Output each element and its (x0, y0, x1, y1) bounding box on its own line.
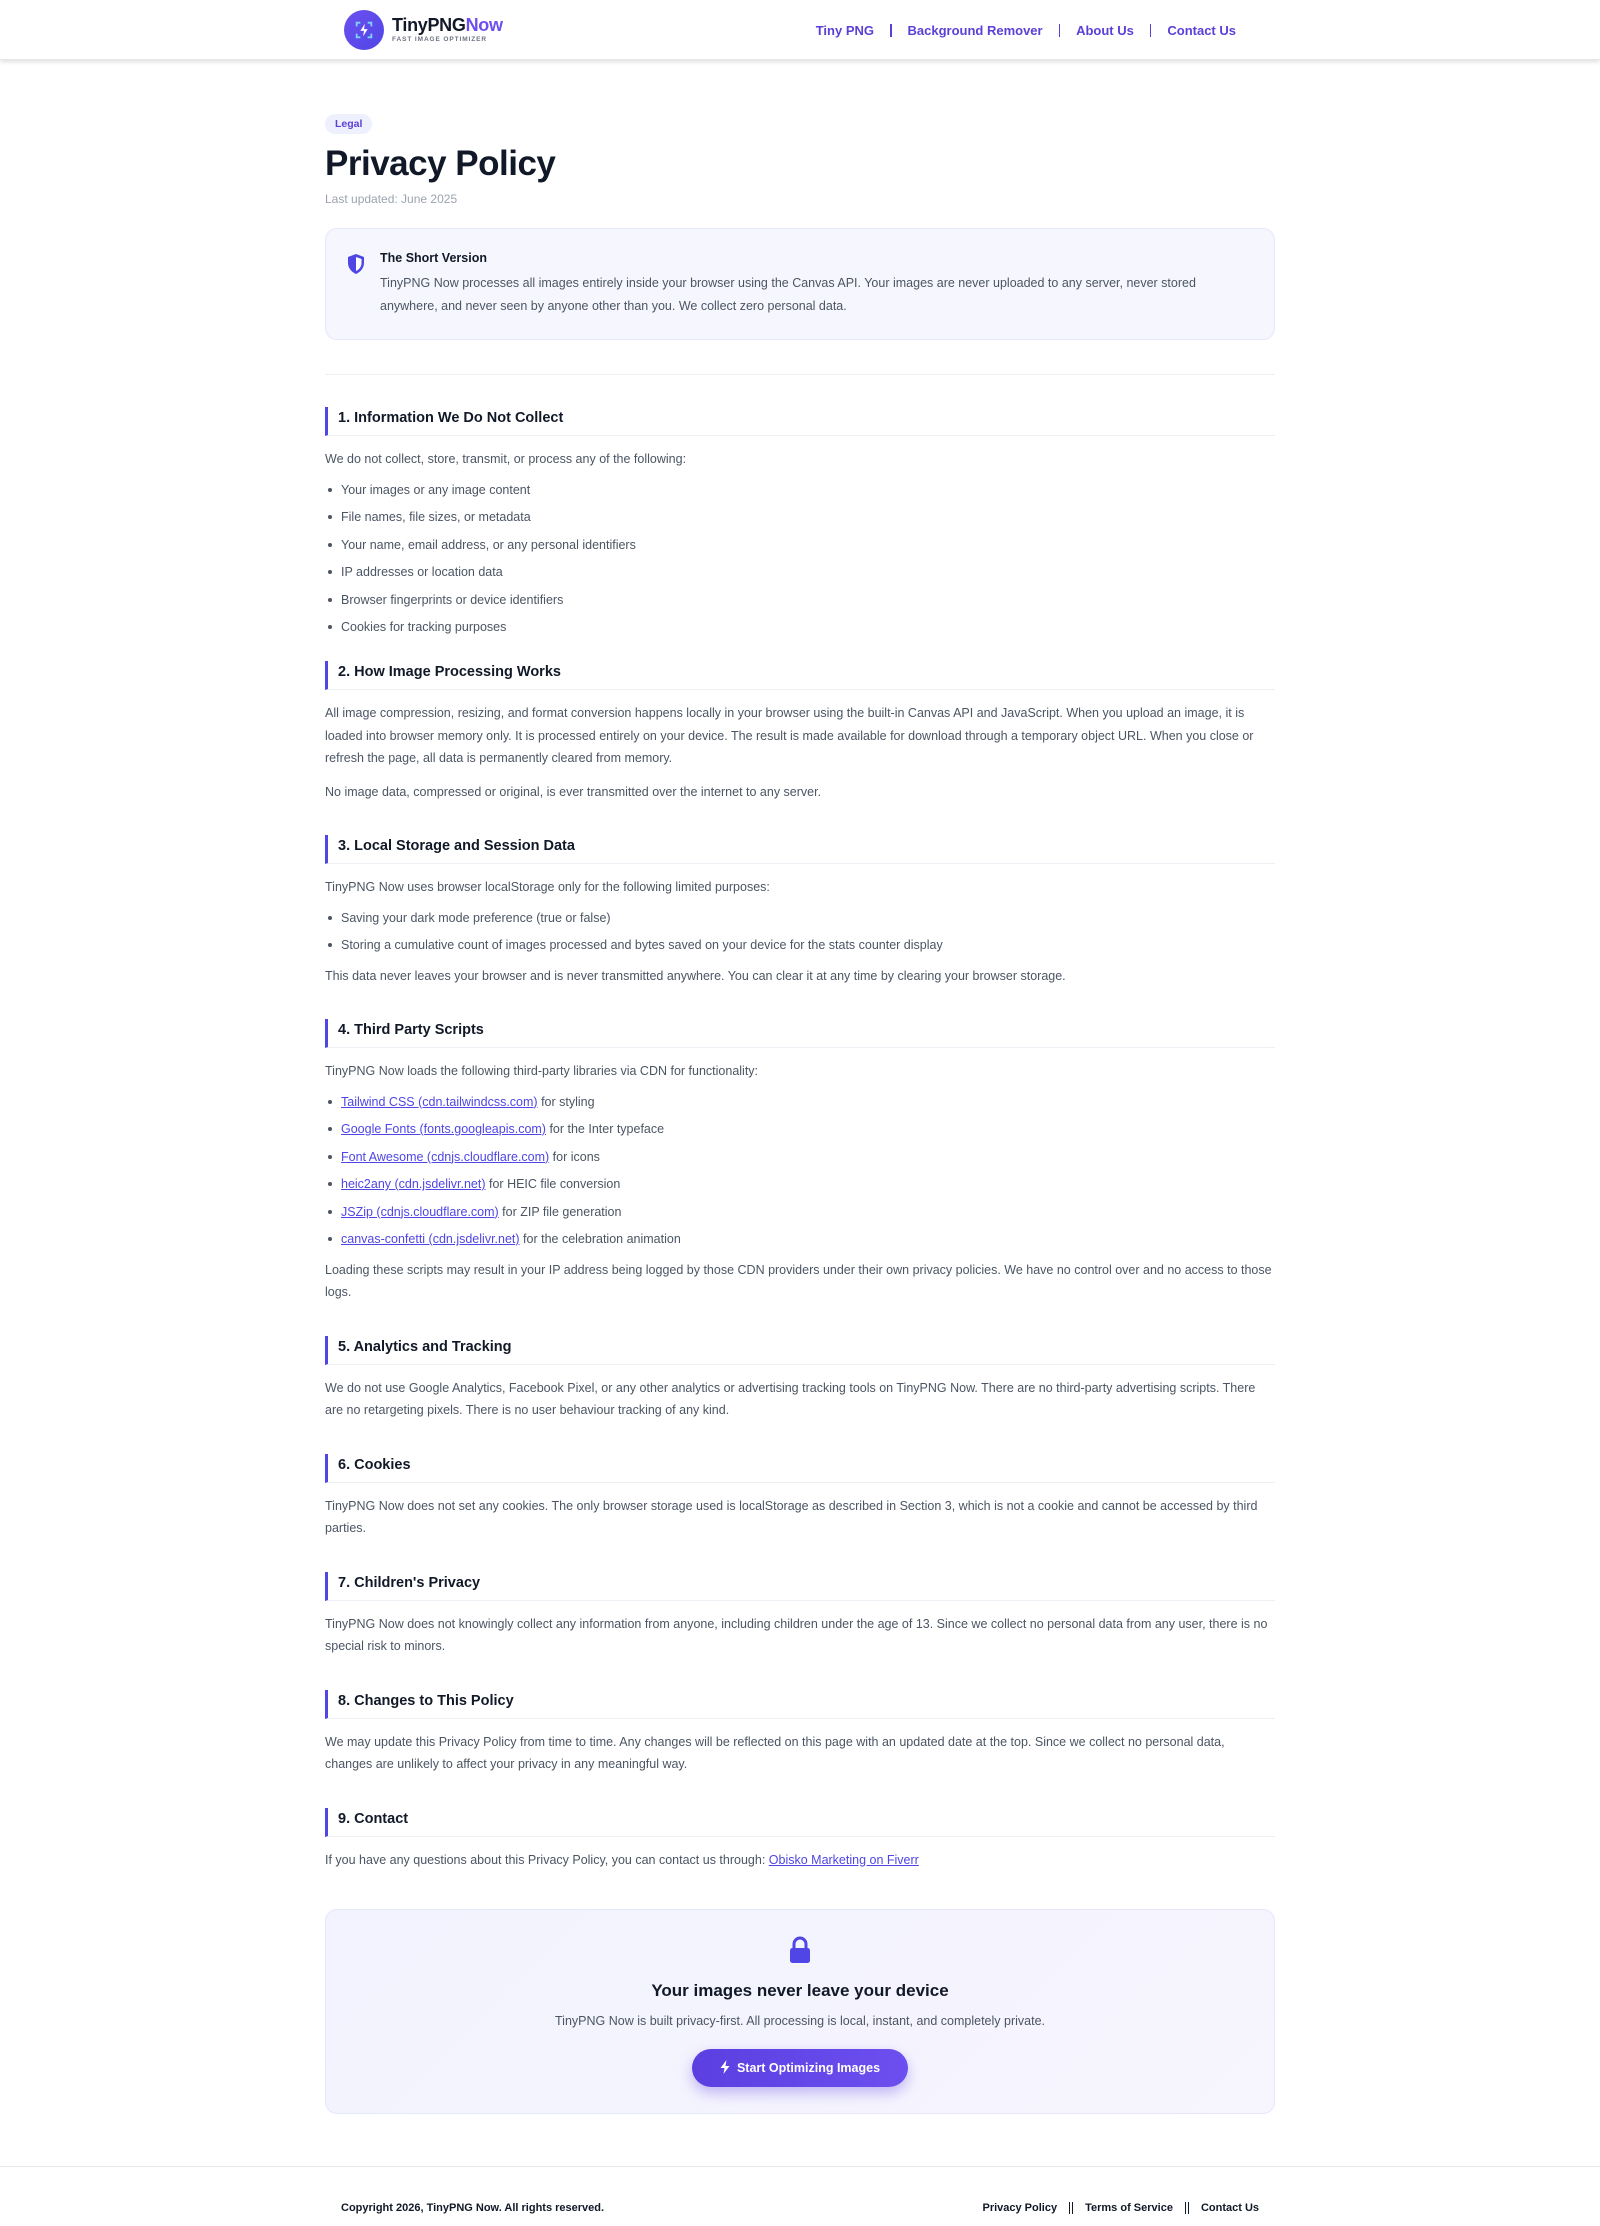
tailwind-link[interactable]: Tailwind CSS (cdn.tailwindcss.com) (341, 1094, 538, 1109)
page-title: Privacy Policy (325, 144, 556, 183)
section-body (325, 448, 1275, 635)
list-item: Browser fingerprints or device identifiers (325, 592, 1275, 608)
header-inner (340, 0, 1260, 60)
section-policy-changes (325, 1690, 1275, 1776)
section-header (325, 1572, 1275, 1601)
section-paragraph: TinyPNG Now does not set any cookies. The only browser storage used is localStorage as described in Section 3, which is not a cookie and cannot be accessed by third parties. (325, 1498, 1258, 1535)
section-outro: Loading these scripts may result in your IP address being logged by those CDN providers under their own privacy policies. We have no control over and no access to those logs. (325, 1262, 1272, 1299)
storage-purposes-list (325, 910, 1275, 954)
section-header (325, 835, 1275, 864)
section-intro: TinyPNG Now uses browser localStorage only for the following limited purposes: (325, 880, 770, 894)
logo-bolt-icon (344, 10, 384, 50)
main-nav (800, 23, 1252, 38)
footer-privacy-policy-link[interactable]: Privacy Policy (982, 2201, 1058, 2214)
section-analytics (325, 1336, 1275, 1422)
footer-links (970, 2202, 1259, 2214)
section-intro: TinyPNG Now loads the following third-party libraries via CDN for functionality: (325, 1064, 759, 1078)
section-header (325, 661, 1275, 690)
list-item: File names, file sizes, or metadata (325, 509, 1275, 525)
section-local-storage (325, 835, 1275, 987)
nav-background-remover[interactable]: Background Remover (907, 22, 1043, 38)
section-body (325, 1613, 1275, 1658)
heic2any-link[interactable]: heic2any (cdn.jsdelivr.net) (341, 1177, 486, 1191)
fiverr-contact-link[interactable]: Obisko Marketing on Fiverr (768, 1852, 919, 1867)
bolt-icon (720, 2060, 730, 2077)
section-intro: We do not collect, store, transmit, or process any of the following: (325, 452, 687, 466)
font-awesome-link[interactable]: Font Awesome (cdnjs.cloudflare.com) (341, 1149, 550, 1164)
privacy-cta-card (325, 1909, 1275, 2114)
section-title: 8. Changes to This Policy (338, 1692, 514, 1709)
section-body (325, 1060, 1275, 1304)
section-body (325, 876, 1275, 987)
start-optimizing-button[interactable] (692, 2049, 908, 2087)
section-paragraph: TinyPNG Now does not knowingly collect any information from anyone, including children under the age of 13. Since we collect no personal data from any user, there is no special risk to minors. (325, 1616, 1268, 1653)
section-paragraph: We may update this Privacy Policy from time to time. Any changes will be reflected on this page with an updated date at the top. Since we collect no personal data, changes are unlikely to affect your privacy in any meaningful way. (325, 1734, 1225, 1771)
logo-subtitle: FAST IMAGE OPTIMIZER (392, 36, 487, 44)
section-title: 9. Contact (338, 1810, 409, 1827)
section-cookies (325, 1454, 1275, 1540)
short-version-box (325, 228, 1275, 340)
section-header (325, 1454, 1275, 1483)
section-body (325, 1849, 1275, 1872)
shield-icon (346, 251, 366, 317)
cta-title: Your images never leave your device (651, 1981, 949, 2000)
list-item: Google Fonts (fonts.googleapis.com) for the Inter typeface (325, 1121, 1275, 1137)
section-header (325, 1336, 1275, 1365)
section-paragraph: All image compression, resizing, and format conversion happens locally in your browser using the built-in Canvas API and JavaScript. When you upload an image, it is loaded into browser memory only. It is processed entirely on your device. The result is made available for download through a temporary object URL. When you close or refresh the page, all data is permanently cleared from memory. (325, 706, 1254, 765)
section-title: 6. Cookies (338, 1456, 411, 1473)
logo-text (392, 16, 503, 44)
list-item: Storing a cumulative count of images processed and bytes saved on your device for the stats counter display (325, 937, 1275, 953)
section-body (325, 1495, 1275, 1540)
section-header (325, 1019, 1275, 1048)
canvas-confetti-link[interactable]: canvas-confetti (cdn.jsdelivr.net) (341, 1232, 520, 1246)
section-paragraph: If you have any questions about this Privacy Policy, you can contact us through: Obisko Marketing on Fiverr (325, 1852, 919, 1867)
jszip-link[interactable]: JSZip (cdnjs.cloudflare.com) (341, 1204, 499, 1219)
short-version-text: TinyPNG Now processes all images entirely inside your browser using the Canvas API. Your images are never uploaded to any server, never stored anywhere, and never seen by anyone other than you. We collect zero personal data. (380, 276, 1196, 313)
divider (325, 374, 1275, 375)
list-item: JSZip (cdnjs.cloudflare.com) for ZIP file generation (325, 1204, 1275, 1220)
lock-icon (788, 1936, 812, 1969)
nav-tiny-png[interactable]: Tiny PNG (815, 22, 874, 38)
logo-title: TinyPNGNow (392, 15, 503, 36)
site-header (0, 0, 1600, 60)
section-title: 7. Children's Privacy (338, 1574, 481, 1591)
site-footer (0, 2166, 1600, 2226)
nav-contact-us[interactable]: Contact Us (1167, 22, 1236, 38)
main-content (325, 60, 1275, 2114)
list-item: Your name, email address, or any personal identifiers (325, 537, 1275, 553)
footer-terms-link[interactable]: Terms of Service (1085, 2201, 1173, 2214)
section-paragraph: No image data, compressed or original, is ever transmitted over the internet to any server. (325, 784, 822, 799)
short-version-title: The Short Version (380, 251, 487, 265)
nav-about-us[interactable]: About Us (1076, 22, 1134, 38)
list-item: heic2any (cdn.jsdelivr.net) for HEIC file conversion (325, 1176, 1275, 1192)
section-title: 3. Local Storage and Session Data (338, 838, 575, 854)
legal-badge: Legal (325, 114, 372, 134)
section-title: 4. Third Party Scripts (338, 1022, 484, 1038)
logo[interactable] (344, 10, 503, 50)
section-title: 2. How Image Processing Works (338, 664, 561, 680)
list-item: IP addresses or location data (325, 564, 1275, 580)
section-title: 1. Information We Do Not Collect (338, 410, 564, 426)
list-item: canvas-confetti (cdn.jsdelivr.net) for the celebration animation (325, 1231, 1275, 1247)
section-image-processing (325, 661, 1275, 803)
section-header (325, 407, 1275, 436)
footer-inner (335, 2167, 1265, 2226)
list-item: Your images or any image content (325, 482, 1275, 498)
section-third-party-scripts (325, 1019, 1275, 1304)
list-item: Tailwind CSS (cdn.tailwindcss.com) for styling (325, 1094, 1275, 1110)
section-paragraph: We do not use Google Analytics, Facebook Pixel, or any other analytics or advertising tracking tools on TinyPNG Now. There are no third-party advertising scripts. There are no retargeting pixels. There is no user behaviour tracking of any kind. (325, 1380, 1256, 1417)
section-title: 5. Analytics and Tracking (338, 1338, 512, 1355)
section-body (325, 1377, 1275, 1422)
section-contact (325, 1808, 1275, 1872)
last-updated: Last updated: June 2025 (325, 192, 458, 206)
third-party-list (325, 1094, 1275, 1248)
button-label: Start Optimizing Images (736, 2061, 881, 2075)
google-fonts-link[interactable]: Google Fonts (fonts.googleapis.com) (341, 1122, 546, 1136)
list-item: Cookies for tracking purposes (325, 619, 1275, 635)
copyright-text: Copyright 2026, TinyPNG Now. All rights reserved. (341, 2201, 605, 2214)
section-childrens-privacy (325, 1572, 1275, 1658)
footer-contact-link[interactable]: Contact Us (1200, 2201, 1259, 2214)
section-outro: This data never leaves your browser and is never transmitted anywhere. You can clear it at any time by clearing your browser storage. (325, 968, 1066, 983)
cta-text: TinyPNG Now is built privacy-first. All processing is local, instant, and completely private. (555, 2014, 1045, 2028)
section-information-not-collected (325, 407, 1275, 635)
not-collected-list (325, 482, 1275, 636)
section-body (325, 702, 1275, 803)
short-version-content (380, 251, 1252, 317)
section-header (325, 1690, 1275, 1719)
section-body (325, 1731, 1275, 1776)
section-header (325, 1808, 1275, 1837)
list-item: Font Awesome (cdnjs.cloudflare.com) for icons (325, 1149, 1275, 1165)
list-item: Saving your dark mode preference (true or false) (325, 910, 1275, 926)
